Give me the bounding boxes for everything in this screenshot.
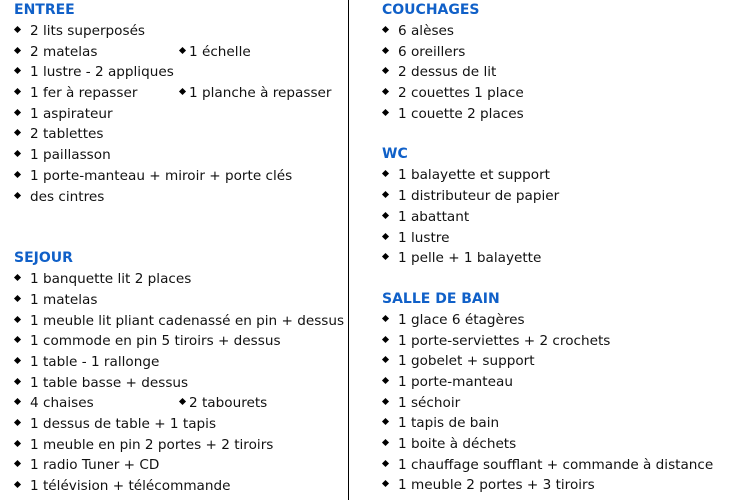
list-item xyxy=(14,42,344,63)
list-item xyxy=(382,310,742,331)
list-item xyxy=(382,62,742,83)
list-item xyxy=(14,311,344,332)
item-text: des cintres xyxy=(30,188,105,205)
list-item xyxy=(14,393,344,414)
diamond-bullet-icon xyxy=(382,418,389,425)
list-item xyxy=(382,475,742,496)
diamond-bullet-icon xyxy=(14,419,21,426)
item-text: 2 dessus de lit xyxy=(398,64,497,81)
list-item xyxy=(382,228,742,249)
diamond-bullet-icon xyxy=(179,88,186,95)
list-item xyxy=(14,373,344,394)
diamond-bullet-icon xyxy=(382,212,389,219)
diamond-bullet-icon xyxy=(14,129,21,136)
item-text: 1 fer à repasser xyxy=(30,85,138,102)
list-item xyxy=(382,207,742,228)
item-text: 1 distributeur de papier xyxy=(398,188,560,205)
diamond-bullet-icon xyxy=(14,150,21,157)
item-text: 1 porte-manteau + miroir + porte clés xyxy=(30,167,293,184)
item-text: 1 dessus de table + 1 tapis xyxy=(30,416,217,432)
list-item-second xyxy=(179,393,267,414)
section-wc xyxy=(382,144,742,268)
diamond-bullet-icon xyxy=(14,26,21,33)
item-text: 1 paillasson xyxy=(30,147,111,164)
item-text: 4 chaises xyxy=(30,395,94,412)
item-text: 1 matelas xyxy=(30,291,98,308)
item-second-text: 1 échelle xyxy=(189,43,251,60)
section-sejour xyxy=(14,248,344,497)
item-text: 1 pelle + 1 balayette xyxy=(398,250,542,267)
item-text: 1 table - 1 rallonge xyxy=(30,353,160,370)
diamond-bullet-icon xyxy=(14,67,21,74)
item-text: 1 table basse + dessus xyxy=(30,374,189,391)
diamond-bullet-icon xyxy=(14,398,21,405)
item-text: 1 couette 2 places xyxy=(398,105,524,122)
list-item xyxy=(382,165,742,186)
list-item xyxy=(382,372,742,393)
diamond-bullet-icon xyxy=(382,253,389,260)
item-text: 1 meuble lit pliant cadenassé en pin + dessus xyxy=(30,312,345,329)
list-item xyxy=(382,186,742,207)
diamond-bullet-icon xyxy=(382,377,389,384)
item-text: 2 tablettes xyxy=(30,126,104,143)
list-item xyxy=(382,393,742,414)
item-text: 1 porte-serviettes + 2 crochets xyxy=(398,332,611,349)
diamond-bullet-icon xyxy=(382,460,389,467)
list-item xyxy=(14,21,344,42)
list-item xyxy=(382,248,742,269)
item-text: 1 lustre - 2 appliques xyxy=(30,64,174,81)
section-entree xyxy=(14,0,344,207)
diamond-bullet-icon xyxy=(14,316,21,323)
list-item xyxy=(382,413,742,434)
diamond-bullet-icon xyxy=(14,336,21,343)
diamond-bullet-icon xyxy=(179,47,186,54)
diamond-bullet-icon xyxy=(382,398,389,405)
section-salle-de-bain xyxy=(382,289,742,496)
list-item xyxy=(14,435,344,456)
item-text: 1 radio Tuner + CD xyxy=(30,457,160,474)
section-heading: COUCHAGES xyxy=(382,2,480,18)
item-second-text: 2 tabourets xyxy=(189,395,268,412)
list-item xyxy=(14,352,344,373)
item-text: 1 boite à déchets xyxy=(398,436,517,452)
diamond-bullet-icon xyxy=(14,378,21,385)
item-text: 1 gobelet + support xyxy=(398,353,535,370)
list-item xyxy=(14,269,344,290)
right-column xyxy=(382,0,742,496)
item-text: 1 aspirateur xyxy=(30,105,113,122)
item-text: 1 tapis de bain xyxy=(398,415,500,432)
item-text: 1 abattant xyxy=(398,208,470,225)
section-couchages xyxy=(382,0,742,124)
item-text: 1 télévision + télécommande xyxy=(30,478,231,495)
item-text: 1 banquette lit 2 places xyxy=(30,271,192,288)
list-item xyxy=(14,145,344,166)
list-item xyxy=(14,455,344,476)
item-text: 1 balayette et support xyxy=(398,167,550,184)
list-item xyxy=(382,21,742,42)
list-item xyxy=(382,351,742,372)
diamond-bullet-icon xyxy=(14,295,21,302)
diamond-bullet-icon xyxy=(14,357,21,364)
list-item xyxy=(382,434,742,455)
item-text: 1 séchoir xyxy=(398,394,461,411)
list-item xyxy=(14,187,344,208)
list-item xyxy=(14,104,344,125)
list-item xyxy=(14,124,344,145)
item-text: 1 meuble 2 portes + 3 tiroirs xyxy=(398,477,595,494)
diamond-bullet-icon xyxy=(382,480,389,487)
section-heading: ENTREE xyxy=(14,2,75,18)
diamond-bullet-icon xyxy=(14,481,21,488)
list-item xyxy=(382,455,742,476)
list-item xyxy=(14,331,344,352)
diamond-bullet-icon xyxy=(14,460,21,467)
list-item xyxy=(14,83,344,104)
list-item xyxy=(14,414,344,435)
list-item-second xyxy=(179,83,331,104)
item-text: 1 lustre xyxy=(398,229,450,246)
section-heading: SALLE DE BAIN xyxy=(382,290,500,307)
item-text: 1 chauffage soufflant + commande à distance xyxy=(398,456,714,473)
diamond-bullet-icon xyxy=(382,47,389,54)
diamond-bullet-icon xyxy=(382,232,389,239)
item-text: 2 lits superposés xyxy=(30,23,146,39)
list-item xyxy=(14,166,344,187)
list-item xyxy=(382,331,742,352)
diamond-bullet-icon xyxy=(14,274,21,281)
list-item xyxy=(382,104,742,125)
diamond-bullet-icon xyxy=(14,88,21,95)
item-second-text: 1 planche à repasser xyxy=(189,85,332,102)
left-column xyxy=(14,0,344,497)
item-text: 1 meuble en pin 2 portes + 2 tiroirs xyxy=(30,436,274,453)
item-text: 1 commode en pin 5 tiroirs + dessus xyxy=(30,333,281,350)
diamond-bullet-icon xyxy=(382,336,389,343)
diamond-bullet-icon xyxy=(179,398,186,405)
list-item xyxy=(14,476,344,497)
diamond-bullet-icon xyxy=(382,356,389,363)
diamond-bullet-icon xyxy=(382,26,389,33)
item-text: 6 oreillers xyxy=(398,43,466,60)
list-item xyxy=(382,83,742,104)
item-text: 2 matelas xyxy=(30,43,98,60)
diamond-bullet-icon xyxy=(382,191,389,198)
section-heading: WC xyxy=(382,146,408,163)
diamond-bullet-icon xyxy=(382,170,389,177)
item-text: 1 glace 6 étagères xyxy=(398,311,525,328)
diamond-bullet-icon xyxy=(382,315,389,322)
section-heading: SEJOUR xyxy=(14,250,73,267)
column-divider xyxy=(348,0,349,500)
diamond-bullet-icon xyxy=(382,88,389,95)
list-item xyxy=(382,42,742,63)
item-text: 2 couettes 1 place xyxy=(398,85,524,102)
list-item xyxy=(14,62,344,83)
diamond-bullet-icon xyxy=(14,440,21,447)
item-text: 1 porte-manteau xyxy=(398,373,513,390)
diamond-bullet-icon xyxy=(14,171,21,178)
diamond-bullet-icon xyxy=(14,47,21,54)
list-item xyxy=(14,290,344,311)
diamond-bullet-icon xyxy=(382,109,389,116)
diamond-bullet-icon xyxy=(382,67,389,74)
list-item-second xyxy=(179,42,251,63)
item-text: 6 alèses xyxy=(398,23,454,39)
diamond-bullet-icon xyxy=(14,109,21,116)
diamond-bullet-icon xyxy=(14,191,21,198)
diamond-bullet-icon xyxy=(382,439,389,446)
